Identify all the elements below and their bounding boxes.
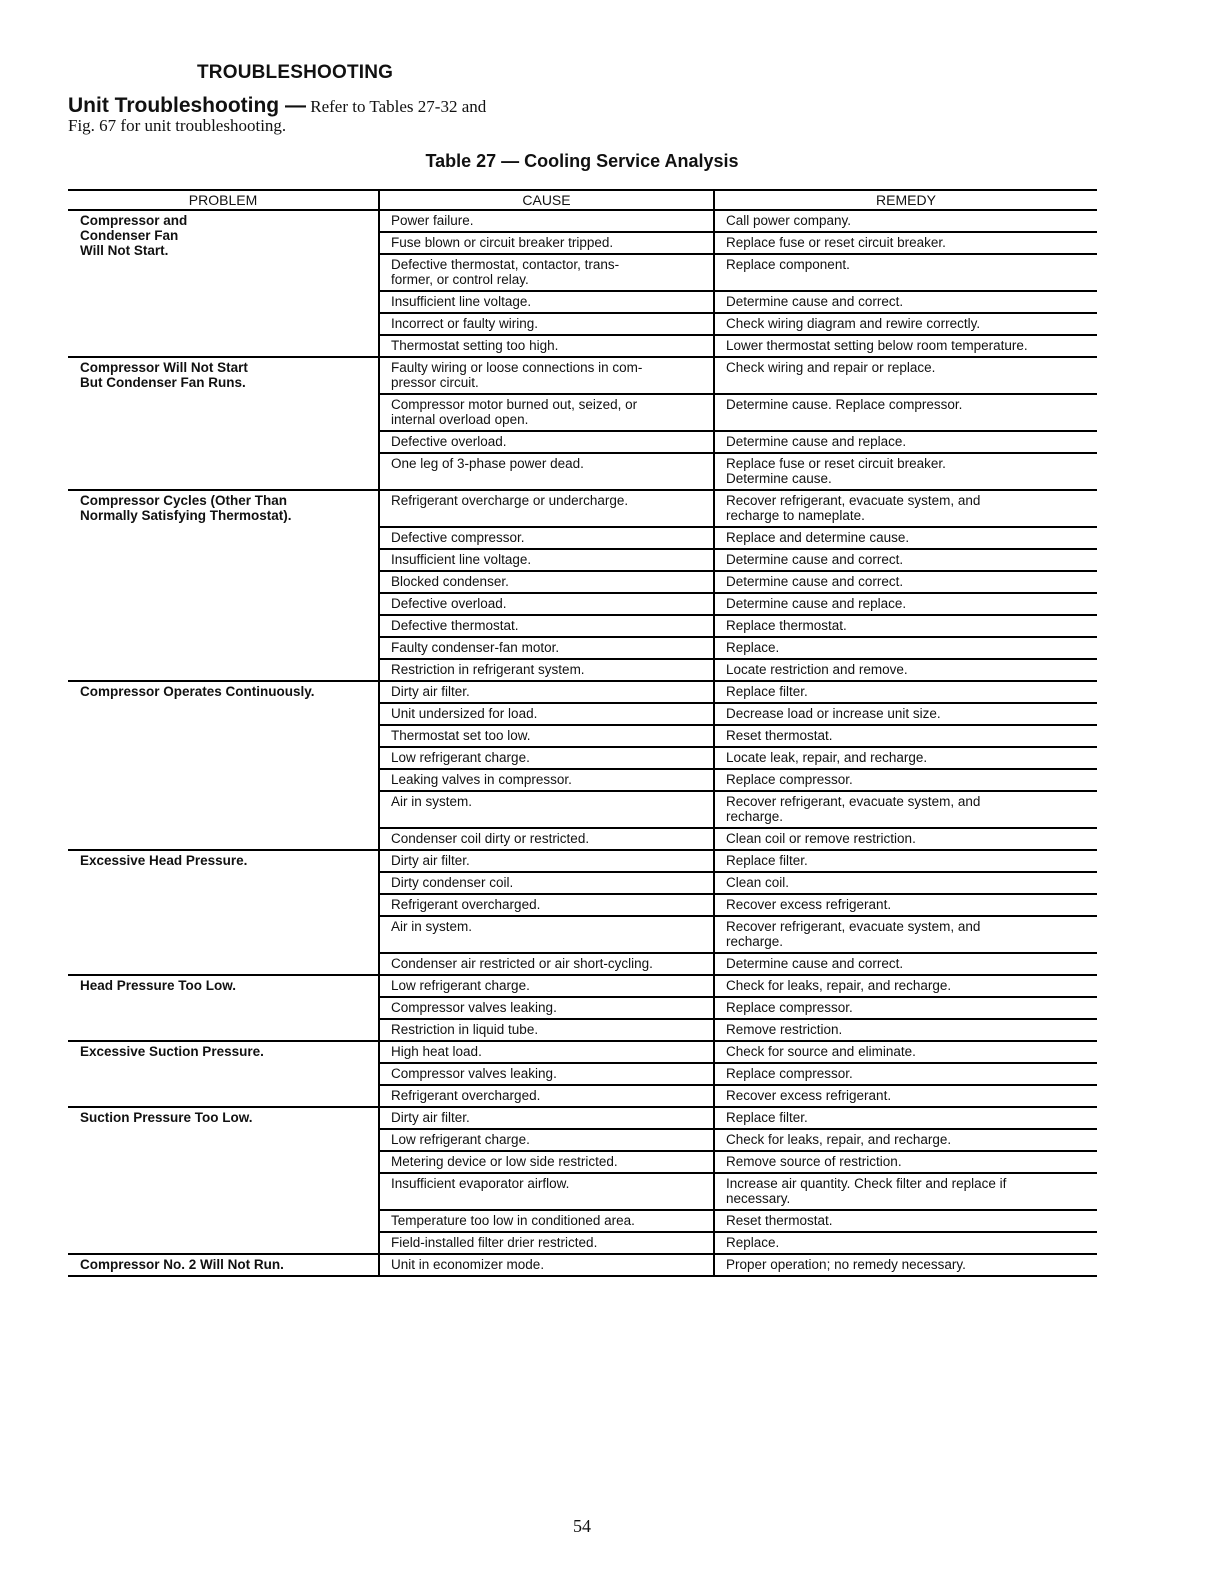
remedy-cell: Determine cause and correct. — [714, 953, 1097, 975]
remedy-cell: Check for leaks, repair, and recharge. — [714, 975, 1097, 997]
remedy-cell: Lower thermostat setting below room temperature. — [714, 335, 1097, 357]
cause-cell: Leaking valves in compressor. — [379, 769, 714, 791]
cause-cell: Low refrigerant charge. — [379, 747, 714, 769]
cause-cell: Incorrect or faulty wiring. — [379, 313, 714, 335]
table-row — [68, 850, 1097, 872]
cause-cell: Defective thermostat. — [379, 615, 714, 637]
table-row — [68, 1107, 1097, 1129]
remedy-cell: Replace filter. — [714, 850, 1097, 872]
problem-cell: Compressor Operates Continuously. — [68, 681, 379, 850]
cause-cell: Compressor motor burned out, seized, or internal overload open. — [379, 394, 714, 431]
remedy-cell: Determine cause and correct. — [714, 291, 1097, 313]
remedy-cell: Replace filter. — [714, 681, 1097, 703]
cause-cell: Field-installed filter drier restricted. — [379, 1232, 714, 1254]
problem-cell: Compressor and Condenser Fan Will Not Start. — [68, 210, 379, 357]
cause-cell: Condenser coil dirty or restricted. — [379, 828, 714, 850]
cause-cell: Temperature too low in conditioned area. — [379, 1210, 714, 1232]
cause-cell: Compressor valves leaking. — [379, 997, 714, 1019]
remedy-cell: Reset thermostat. — [714, 1210, 1097, 1232]
intro-paragraph — [68, 96, 568, 135]
table-row — [68, 490, 1097, 527]
cause-cell: Refrigerant overcharged. — [379, 894, 714, 916]
cooling-service-analysis-table — [68, 189, 1097, 1277]
cause-cell: High heat load. — [379, 1041, 714, 1063]
table-row — [68, 357, 1097, 394]
column-header-remedy: REMEDY — [714, 190, 1097, 210]
cause-cell: Faulty condenser-fan motor. — [379, 637, 714, 659]
remedy-cell: Check for leaks, repair, and recharge. — [714, 1129, 1097, 1151]
cause-cell: Insufficient evaporator airflow. — [379, 1173, 714, 1210]
remedy-cell: Replace compressor. — [714, 997, 1097, 1019]
cause-cell: Defective thermostat, contactor, trans- former, or control relay. — [379, 254, 714, 291]
remedy-cell: Replace compressor. — [714, 1063, 1097, 1085]
cause-cell: Fuse blown or circuit breaker tripped. — [379, 232, 714, 254]
problem-cell: Excessive Suction Pressure. — [68, 1041, 379, 1107]
remedy-cell: Increase air quantity. Check filter and replace if necessary. — [714, 1173, 1097, 1210]
problem-cell: Excessive Head Pressure. — [68, 850, 379, 975]
remedy-cell: Clean coil or remove restriction. — [714, 828, 1097, 850]
remedy-cell: Recover refrigerant, evacuate system, and recharge to nameplate. — [714, 490, 1097, 527]
remedy-cell: Determine cause and replace. — [714, 593, 1097, 615]
table-row — [68, 1254, 1097, 1276]
cause-cell: Insufficient line voltage. — [379, 549, 714, 571]
column-header-problem: PROBLEM — [68, 190, 379, 210]
cause-cell: Thermostat setting too high. — [379, 335, 714, 357]
remedy-cell: Determine cause and replace. — [714, 431, 1097, 453]
page-number: 54 — [573, 1516, 591, 1536]
cause-cell: Blocked condenser. — [379, 571, 714, 593]
remedy-cell: Determine cause and correct. — [714, 549, 1097, 571]
problem-cell: Head Pressure Too Low. — [68, 975, 379, 1041]
remedy-cell: Replace. — [714, 637, 1097, 659]
remedy-cell: Replace compressor. — [714, 769, 1097, 791]
cause-cell: Power failure. — [379, 210, 714, 232]
problem-cell: Compressor Will Not Start But Condenser Fan Runs. — [68, 357, 379, 490]
cause-cell: Refrigerant overcharge or undercharge. — [379, 490, 714, 527]
remedy-cell: Locate restriction and remove. — [714, 659, 1097, 681]
remedy-cell: Remove source of restriction. — [714, 1151, 1097, 1173]
remedy-cell: Reset thermostat. — [714, 725, 1097, 747]
remedy-cell: Replace filter. — [714, 1107, 1097, 1129]
cause-cell: Defective overload. — [379, 431, 714, 453]
remedy-cell: Call power company. — [714, 210, 1097, 232]
cause-cell: Restriction in refrigerant system. — [379, 659, 714, 681]
remedy-cell: Replace thermostat. — [714, 615, 1097, 637]
cause-cell: Air in system. — [379, 791, 714, 828]
cause-cell: Unit undersized for load. — [379, 703, 714, 725]
cause-cell: Metering device or low side restricted. — [379, 1151, 714, 1173]
cause-cell: Restriction in liquid tube. — [379, 1019, 714, 1041]
cause-cell: Air in system. — [379, 916, 714, 953]
cause-cell: Dirty air filter. — [379, 850, 714, 872]
table-title: Table 27 — Cooling Service Analysis — [425, 151, 739, 171]
cause-cell: Compressor valves leaking. — [379, 1063, 714, 1085]
problem-cell: Suction Pressure Too Low. — [68, 1107, 379, 1254]
table-row — [68, 210, 1097, 232]
cause-cell: Refrigerant overcharged. — [379, 1085, 714, 1107]
table-row — [68, 681, 1097, 703]
remedy-cell: Recover excess refrigerant. — [714, 1085, 1097, 1107]
remedy-cell: Replace and determine cause. — [714, 527, 1097, 549]
cause-cell: Faulty wiring or loose connections in com- pressor circuit. — [379, 357, 714, 394]
remedy-cell: Recover refrigerant, evacuate system, and recharge. — [714, 791, 1097, 828]
column-header-cause: CAUSE — [379, 190, 714, 210]
cause-cell: Defective overload. — [379, 593, 714, 615]
remedy-cell: Recover refrigerant, evacuate system, and recharge. — [714, 916, 1097, 953]
table-row — [68, 1041, 1097, 1063]
intro-text-line2: Fig. 67 for unit troubleshooting. — [68, 116, 287, 135]
remedy-cell: Determine cause. Replace compressor. — [714, 394, 1097, 431]
cause-cell: One leg of 3-phase power dead. — [379, 453, 714, 490]
table-body — [68, 210, 1097, 1276]
remedy-cell: Check wiring diagram and rewire correctly. — [714, 313, 1097, 335]
table-row — [68, 975, 1097, 997]
remedy-cell: Replace fuse or reset circuit breaker. Determine cause. — [714, 453, 1097, 490]
remedy-cell: Recover excess refrigerant. — [714, 894, 1097, 916]
remedy-cell: Check wiring and repair or replace. — [714, 357, 1097, 394]
cause-cell: Dirty air filter. — [379, 681, 714, 703]
remedy-cell: Replace. — [714, 1232, 1097, 1254]
cause-cell: Defective compressor. — [379, 527, 714, 549]
remedy-cell: Replace fuse or reset circuit breaker. — [714, 232, 1097, 254]
section-heading: TROUBLESHOOTING — [197, 62, 394, 83]
remedy-cell: Locate leak, repair, and recharge. — [714, 747, 1097, 769]
intro-text-line1: Refer to Tables 27-32 and — [310, 97, 487, 116]
cause-cell: Low refrigerant charge. — [379, 975, 714, 997]
problem-cell: Compressor Cycles (Other Than Normally Satisfying Thermostat). — [68, 490, 379, 681]
header-row — [68, 190, 1097, 210]
remedy-cell: Check for source and eliminate. — [714, 1041, 1097, 1063]
cause-cell: Unit in economizer mode. — [379, 1254, 714, 1276]
intro-lead: Unit Troubleshooting — — [68, 94, 306, 117]
remedy-cell: Replace component. — [714, 254, 1097, 291]
cause-cell: Thermostat set too low. — [379, 725, 714, 747]
cause-cell: Low refrigerant charge. — [379, 1129, 714, 1151]
remedy-cell: Remove restriction. — [714, 1019, 1097, 1041]
remedy-cell: Determine cause and correct. — [714, 571, 1097, 593]
cause-cell: Dirty air filter. — [379, 1107, 714, 1129]
remedy-cell: Proper operation; no remedy necessary. — [714, 1254, 1097, 1276]
problem-cell: Compressor No. 2 Will Not Run. — [80, 1257, 284, 1272]
cause-cell: Condenser air restricted or air short-cycling. — [379, 953, 714, 975]
remedy-cell: Decrease load or increase unit size. — [714, 703, 1097, 725]
cause-cell: Dirty condenser coil. — [379, 872, 714, 894]
cause-cell: Insufficient line voltage. — [379, 291, 714, 313]
remedy-cell: Clean coil. — [714, 872, 1097, 894]
